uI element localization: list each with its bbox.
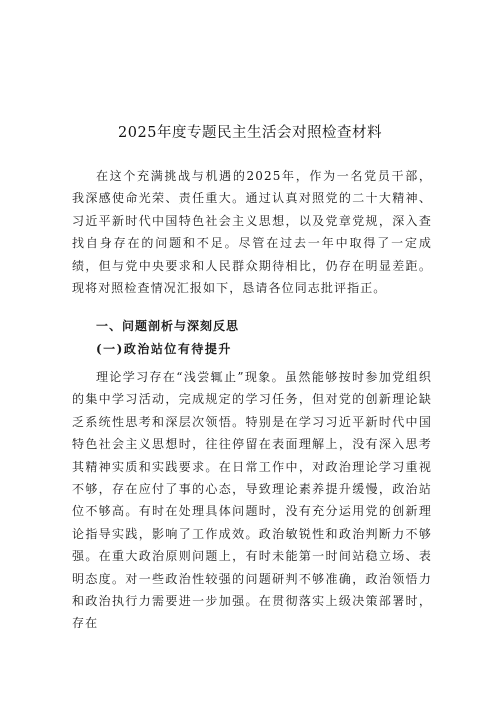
document-title: 2025年度专题民主生活会对照检查材料: [118, 125, 382, 141]
intro-paragraph: 在这个充满挑战与机遇的2025年，作为一名党员干部，我深感使命光荣、责任重大。通过认真对照党的二十大精神、习近平新时代中国特色社会主义思想，以及党章党规，深入查找自身存在的问题和不足。尽管在过去一年中取得了一定成绩，但与党中央要求和人民群众期待相比，仍存在明显差距。现将对照检查情况汇报如下，恳请各位同志批评指正。: [72, 169, 432, 296]
subsection-paragraph: 理论学习存在“浅尝辄止”现象。虽然能够按时参加党组织的集中学习活动，完成规定的学习任务，但对党的创新理论缺乏系统性思考和深层次领悟。特别是在学习习近平新时代中国特色社会主义思想时，往往停留在表面理解上，没有深入思考其精神实质和实践要求。在日常工作中，对政治理论学习重视不够，存在应付了事的心态，导致理论素养提升缓慢，政治站位不够高。有时在处理具体问题时，没有充分运用党的创新理论指导实践，影响了工作成效。政治敏锐性和政治判断力不够强。在重大政治原则问题上，有时未能第一时间站稳立场、表明态度。对一些政治性较强的问题研判不够准确，政治领悟力和政治执行力需要进一步加强。在贯彻落实上级决策部署时，存在: [72, 370, 432, 631]
section-heading: 一、问题剖析与深刻反思: [96, 319, 240, 333]
subsection-heading: (一)政治站位有待提升: [96, 342, 232, 356]
